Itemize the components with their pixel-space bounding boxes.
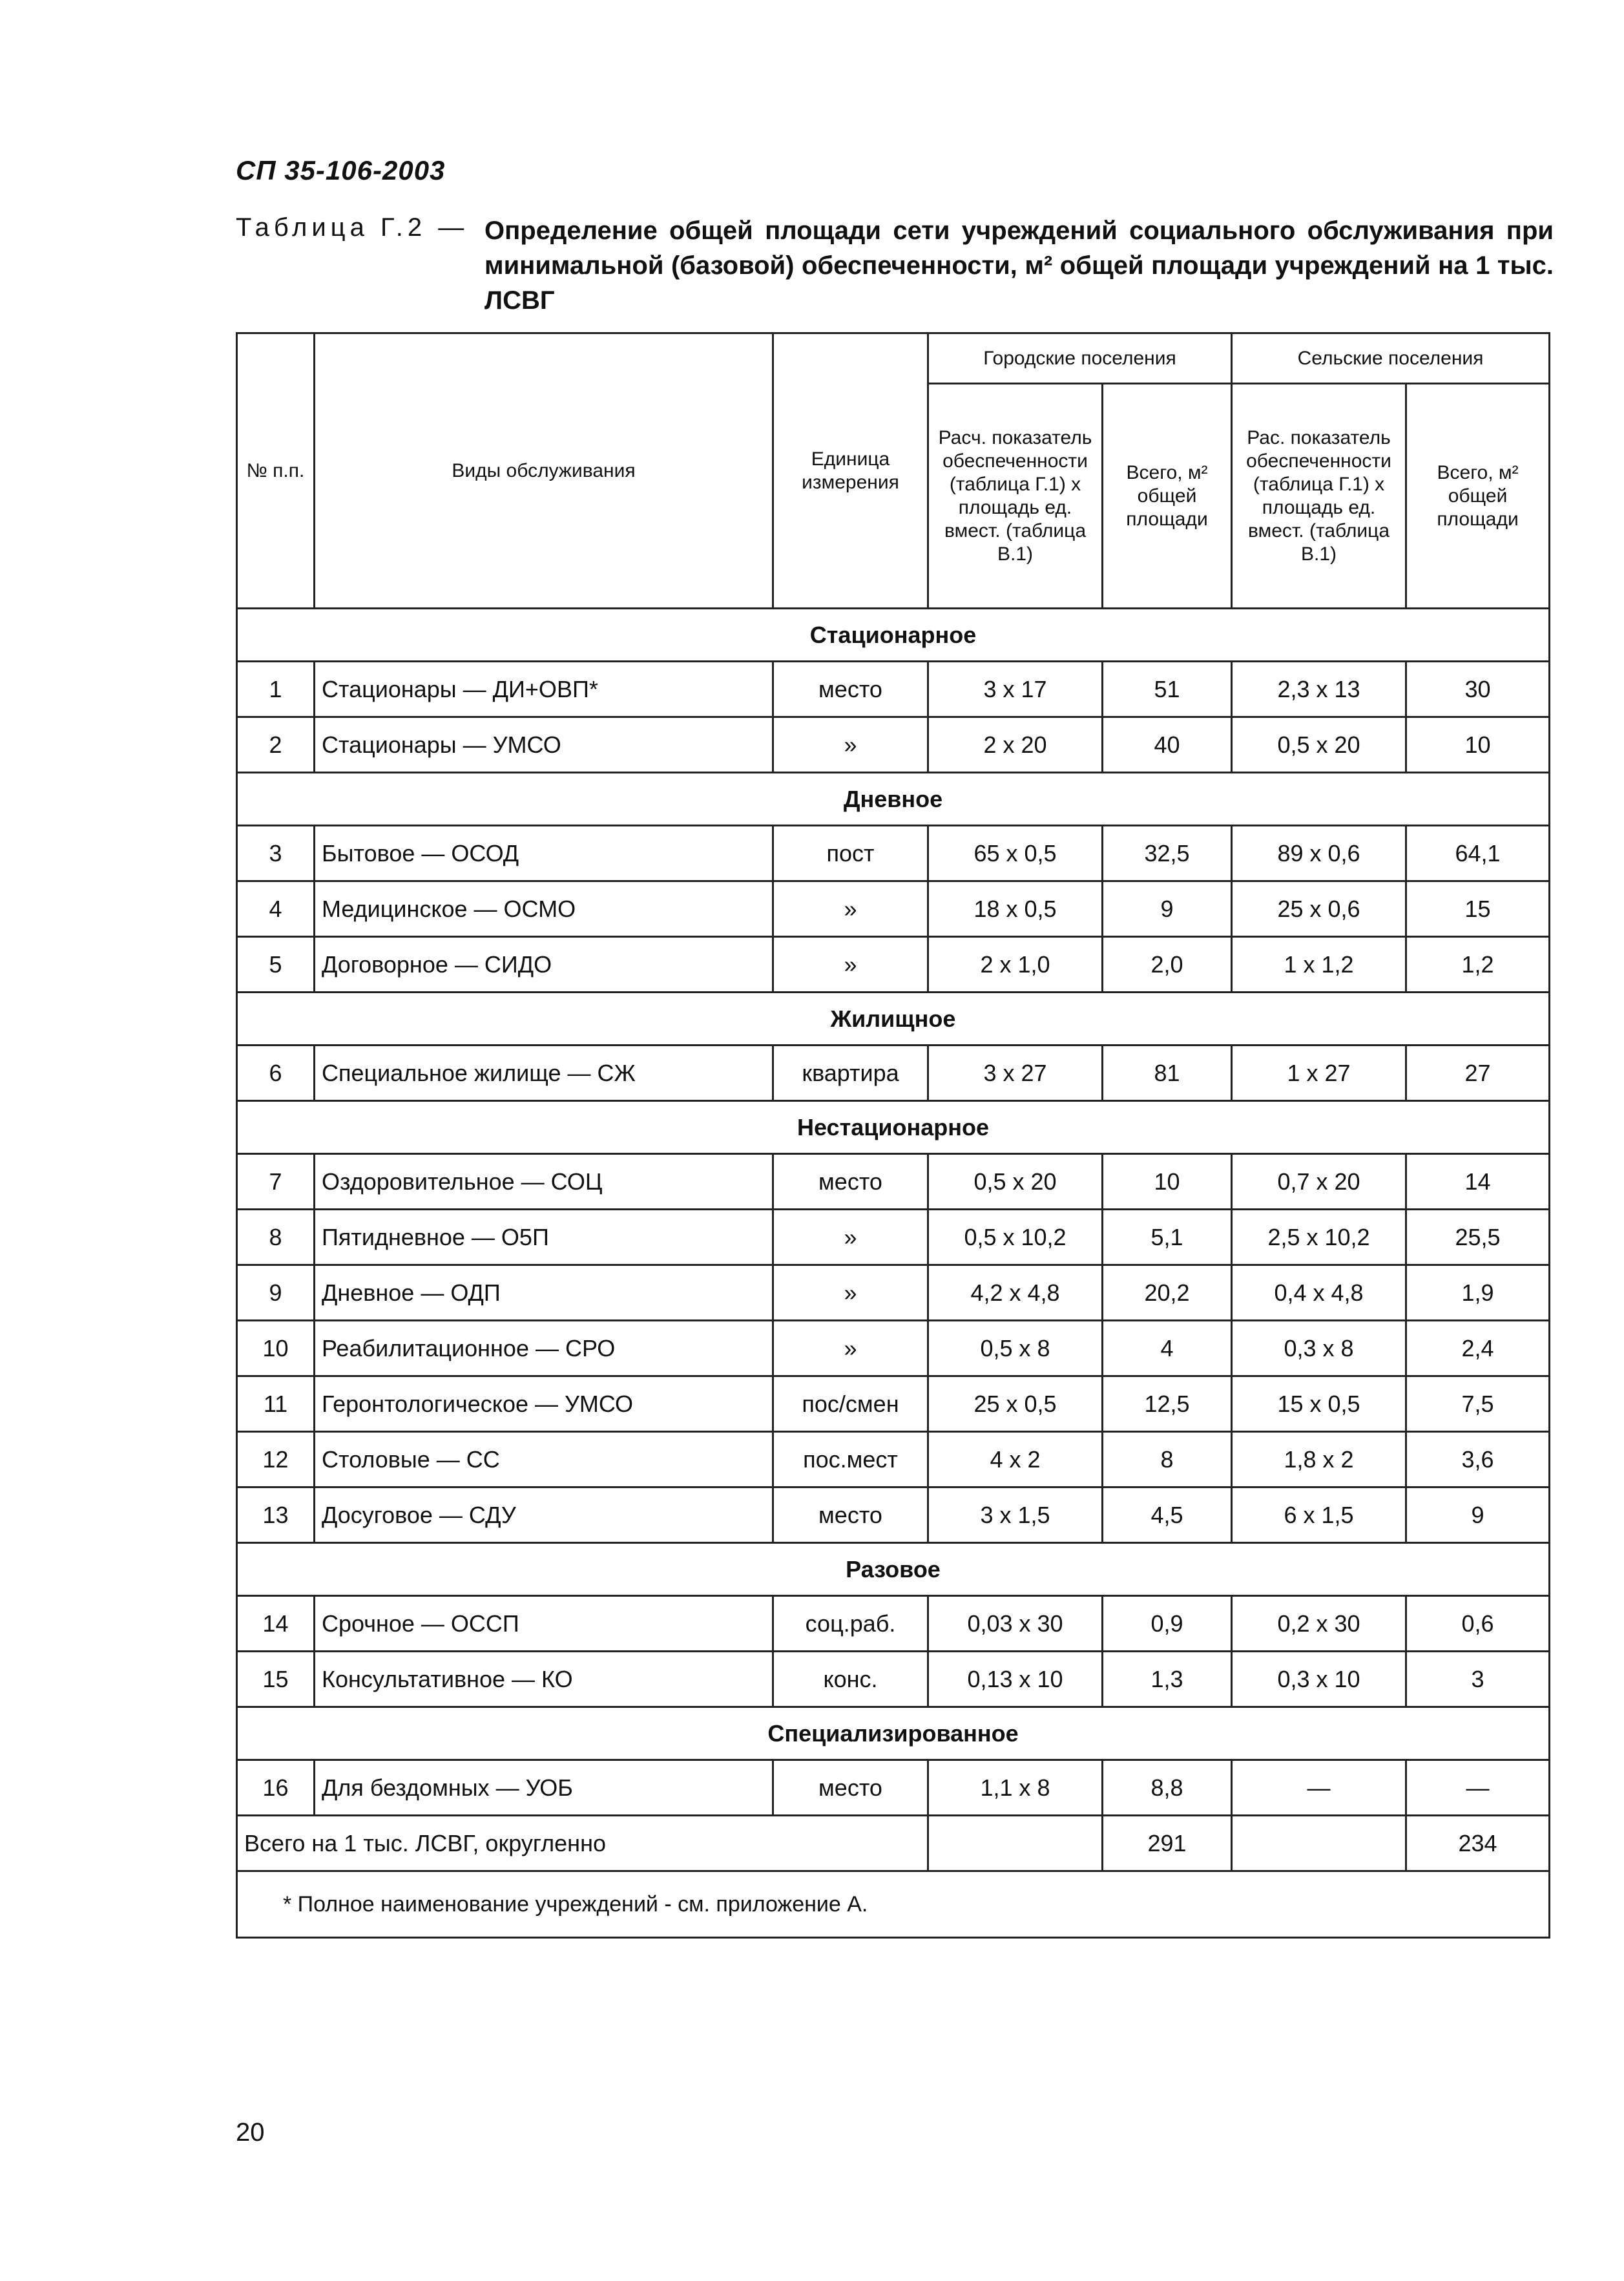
urban-calc-cell: 18 х 0,5 — [928, 881, 1103, 937]
service-name: Консультативное — КО — [315, 1652, 773, 1707]
unit-cell: квартира — [773, 1046, 928, 1101]
urban-total-cell: 0,9 — [1103, 1596, 1232, 1652]
rural-calc-cell: 2,5 х 10,2 — [1232, 1210, 1406, 1265]
urban-calc-cell: 4 х 2 — [928, 1432, 1103, 1487]
rural-total-cell: — — [1406, 1760, 1550, 1816]
row-number: 16 — [237, 1760, 315, 1816]
rural-total-cell: 1,2 — [1406, 937, 1550, 993]
row-number: 3 — [237, 826, 315, 881]
urban-total-cell: 4,5 — [1103, 1487, 1232, 1543]
urban-total-cell: 40 — [1103, 717, 1232, 773]
section-title: Стационарное — [237, 609, 1550, 662]
urban-total-cell: 8 — [1103, 1432, 1232, 1487]
document-code: СП 35-106-2003 — [236, 155, 446, 185]
table-row — [237, 1265, 1550, 1321]
table-row — [237, 826, 1550, 881]
rural-total-cell: 1,9 — [1406, 1265, 1550, 1321]
empty-cell — [928, 1816, 1103, 1871]
unit-cell: » — [773, 1321, 928, 1376]
rural-total-cell: 3,6 — [1406, 1432, 1550, 1487]
service-area-table — [236, 332, 1550, 1939]
rural-calc-cell: 1 х 1,2 — [1232, 937, 1406, 993]
service-name: Договорное — СИДО — [315, 937, 773, 993]
service-name: Специальное жилище — СЖ — [315, 1046, 773, 1101]
row-number: 2 — [237, 717, 315, 773]
service-name: Дневное — ОДП — [315, 1265, 773, 1321]
unit-cell: пос/смен — [773, 1376, 928, 1432]
caption-title: Определение общей площади сети учреждений социального обслуживания при минимальной (базовой) обеспеченности, м² общей площади учреждений на 1 тыс. ЛСВГ — [484, 216, 1554, 315]
header-service: Виды обслуживания — [315, 333, 773, 609]
section-header-row — [237, 609, 1550, 662]
urban-calc-cell: 3 х 17 — [928, 662, 1103, 717]
row-number: 14 — [237, 1596, 315, 1652]
row-number: 10 — [237, 1321, 315, 1376]
footnote-row — [237, 1871, 1550, 1938]
rural-calc-cell: 2,3 х 13 — [1232, 662, 1406, 717]
urban-total-cell: 81 — [1103, 1046, 1232, 1101]
unit-cell: пос.мест — [773, 1432, 928, 1487]
footnote: * Полное наименование учреждений - см. приложение А. — [237, 1871, 1550, 1938]
rural-total-cell: 27 — [1406, 1046, 1550, 1101]
urban-total-cell: 9 — [1103, 881, 1232, 937]
service-name: Стационары — ДИ+ОВП* — [315, 662, 773, 717]
unit-cell: » — [773, 717, 928, 773]
section-header-row — [237, 773, 1550, 826]
row-number: 6 — [237, 1046, 315, 1101]
unit-cell: » — [773, 881, 928, 937]
urban-calc-cell: 25 х 0,5 — [928, 1376, 1103, 1432]
unit-cell: » — [773, 937, 928, 993]
header-urban: Городские поселения — [928, 333, 1232, 384]
rural-grand-total: 234 — [1406, 1816, 1550, 1871]
section-header-row — [237, 1101, 1550, 1154]
section-title: Жилищное — [237, 993, 1550, 1046]
urban-calc-cell: 0,03 х 30 — [928, 1596, 1103, 1652]
table-row — [237, 1210, 1550, 1265]
unit-cell: конс. — [773, 1652, 928, 1707]
service-name: Для бездомных — УОБ — [315, 1760, 773, 1816]
section-title: Разовое — [237, 1543, 1550, 1596]
urban-total-cell: 2,0 — [1103, 937, 1232, 993]
row-number: 8 — [237, 1210, 315, 1265]
rural-calc-cell: 1 х 27 — [1232, 1046, 1406, 1101]
rural-total-cell: 25,5 — [1406, 1210, 1550, 1265]
urban-total-cell: 4 — [1103, 1321, 1232, 1376]
table-row — [237, 1596, 1550, 1652]
rural-calc-cell: 89 х 0,6 — [1232, 826, 1406, 881]
rural-calc-cell: 1,8 х 2 — [1232, 1432, 1406, 1487]
table-row — [237, 881, 1550, 937]
urban-total-cell: 5,1 — [1103, 1210, 1232, 1265]
urban-calc-cell: 3 х 27 — [928, 1046, 1103, 1101]
page-number: 20 — [236, 2118, 265, 2147]
table-row — [237, 1652, 1550, 1707]
rural-calc-cell: 25 х 0,6 — [1232, 881, 1406, 937]
header-num: № п.п. — [237, 333, 315, 609]
table-row — [237, 1760, 1550, 1816]
urban-calc-cell: 0,5 х 8 — [928, 1321, 1103, 1376]
rural-total-cell: 30 — [1406, 662, 1550, 717]
header-rural: Сельские поселения — [1232, 333, 1550, 384]
unit-cell: » — [773, 1265, 928, 1321]
urban-total-cell: 12,5 — [1103, 1376, 1232, 1432]
rural-calc-cell: 6 х 1,5 — [1232, 1487, 1406, 1543]
rural-total-cell: 9 — [1406, 1487, 1550, 1543]
total-label: Всего на 1 тыс. ЛСВГ, округленно — [237, 1816, 928, 1871]
row-number: 4 — [237, 881, 315, 937]
urban-calc-cell: 1,1 х 8 — [928, 1760, 1103, 1816]
urban-calc-cell: 65 х 0,5 — [928, 826, 1103, 881]
table-row — [237, 937, 1550, 993]
rural-calc-cell: 0,5 х 20 — [1232, 717, 1406, 773]
table-row — [237, 1321, 1550, 1376]
caption-prefix: Таблица Г.2 — — [236, 213, 469, 242]
urban-calc-cell: 0,5 х 10,2 — [928, 1210, 1103, 1265]
urban-total-cell: 1,3 — [1103, 1652, 1232, 1707]
service-name: Пятидневное — О5П — [315, 1210, 773, 1265]
service-name: Медицинское — ОСМО — [315, 881, 773, 937]
section-title: Специализированное — [237, 1707, 1550, 1760]
header-urban-calc: Расч. показатель обеспеченности (таблица Г.1) x площадь ед. вмест. (таблица В.1) — [928, 384, 1103, 609]
header-rural-total: Всего, м² общей площади — [1406, 384, 1550, 609]
header-urban-total: Всего, м² общей площади — [1103, 384, 1232, 609]
header-rural-calc: Рас. показатель обеспеченности (таблица Г.1) x площадь ед. вмест. (таблица В.1) — [1232, 384, 1406, 609]
rural-calc-cell: 0,2 х 30 — [1232, 1596, 1406, 1652]
table-row — [237, 662, 1550, 717]
urban-total-cell: 10 — [1103, 1154, 1232, 1210]
row-number: 7 — [237, 1154, 315, 1210]
table-row — [237, 1487, 1550, 1543]
row-number: 15 — [237, 1652, 315, 1707]
row-number: 12 — [237, 1432, 315, 1487]
empty-cell — [1232, 1816, 1406, 1871]
unit-cell: место — [773, 662, 928, 717]
urban-calc-cell: 2 х 1,0 — [928, 937, 1103, 993]
rural-total-cell: 10 — [1406, 717, 1550, 773]
urban-total-cell: 20,2 — [1103, 1265, 1232, 1321]
urban-calc-cell: 3 х 1,5 — [928, 1487, 1103, 1543]
urban-calc-cell: 0,13 х 10 — [928, 1652, 1103, 1707]
service-name: Срочное — ОССП — [315, 1596, 773, 1652]
table-row — [237, 1154, 1550, 1210]
urban-calc-cell: 2 х 20 — [928, 717, 1103, 773]
row-number: 13 — [237, 1487, 315, 1543]
rural-calc-cell: — — [1232, 1760, 1406, 1816]
table-row — [237, 1432, 1550, 1487]
total-row — [237, 1816, 1550, 1871]
rural-total-cell: 64,1 — [1406, 826, 1550, 881]
unit-cell: место — [773, 1760, 928, 1816]
rural-calc-cell: 0,3 х 8 — [1232, 1321, 1406, 1376]
urban-total-cell: 8,8 — [1103, 1760, 1232, 1816]
urban-calc-cell: 0,5 х 20 — [928, 1154, 1103, 1210]
rural-total-cell: 0,6 — [1406, 1596, 1550, 1652]
table-row — [237, 1376, 1550, 1432]
section-title: Дневное — [237, 773, 1550, 826]
service-name: Стационары — УМСО — [315, 717, 773, 773]
urban-total-cell: 32,5 — [1103, 826, 1232, 881]
rural-calc-cell: 0,7 х 20 — [1232, 1154, 1406, 1210]
unit-cell: пост — [773, 826, 928, 881]
row-number: 11 — [237, 1376, 315, 1432]
rural-calc-cell: 0,4 х 4,8 — [1232, 1265, 1406, 1321]
rural-calc-cell: 15 х 0,5 — [1232, 1376, 1406, 1432]
section-title: Нестационарное — [237, 1101, 1550, 1154]
section-header-row — [237, 993, 1550, 1046]
rural-total-cell: 7,5 — [1406, 1376, 1550, 1432]
rural-calc-cell: 0,3 х 10 — [1232, 1652, 1406, 1707]
rural-total-cell: 15 — [1406, 881, 1550, 937]
header-unit: Единица измерения — [773, 333, 928, 609]
service-name: Бытовое — ОСОД — [315, 826, 773, 881]
unit-cell: место — [773, 1154, 928, 1210]
service-name: Столовые — СС — [315, 1432, 773, 1487]
service-name: Геронтологическое — УМСО — [315, 1376, 773, 1432]
rural-total-cell: 3 — [1406, 1652, 1550, 1707]
table-row — [237, 717, 1550, 773]
rural-total-cell: 14 — [1406, 1154, 1550, 1210]
row-number: 5 — [237, 937, 315, 993]
unit-cell: место — [773, 1487, 928, 1543]
service-name: Досуговое — СДУ — [315, 1487, 773, 1543]
urban-calc-cell: 4,2 х 4,8 — [928, 1265, 1103, 1321]
row-number: 1 — [237, 662, 315, 717]
row-number: 9 — [237, 1265, 315, 1321]
unit-cell: соц.раб. — [773, 1596, 928, 1652]
urban-grand-total: 291 — [1103, 1816, 1232, 1871]
unit-cell: » — [773, 1210, 928, 1265]
section-header-row — [237, 1543, 1550, 1596]
table-row — [237, 1046, 1550, 1101]
section-header-row — [237, 1707, 1550, 1760]
service-name: Оздоровительное — СОЦ — [315, 1154, 773, 1210]
service-name: Реабилитационное — СРО — [315, 1321, 773, 1376]
rural-total-cell: 2,4 — [1406, 1321, 1550, 1376]
urban-total-cell: 51 — [1103, 662, 1232, 717]
